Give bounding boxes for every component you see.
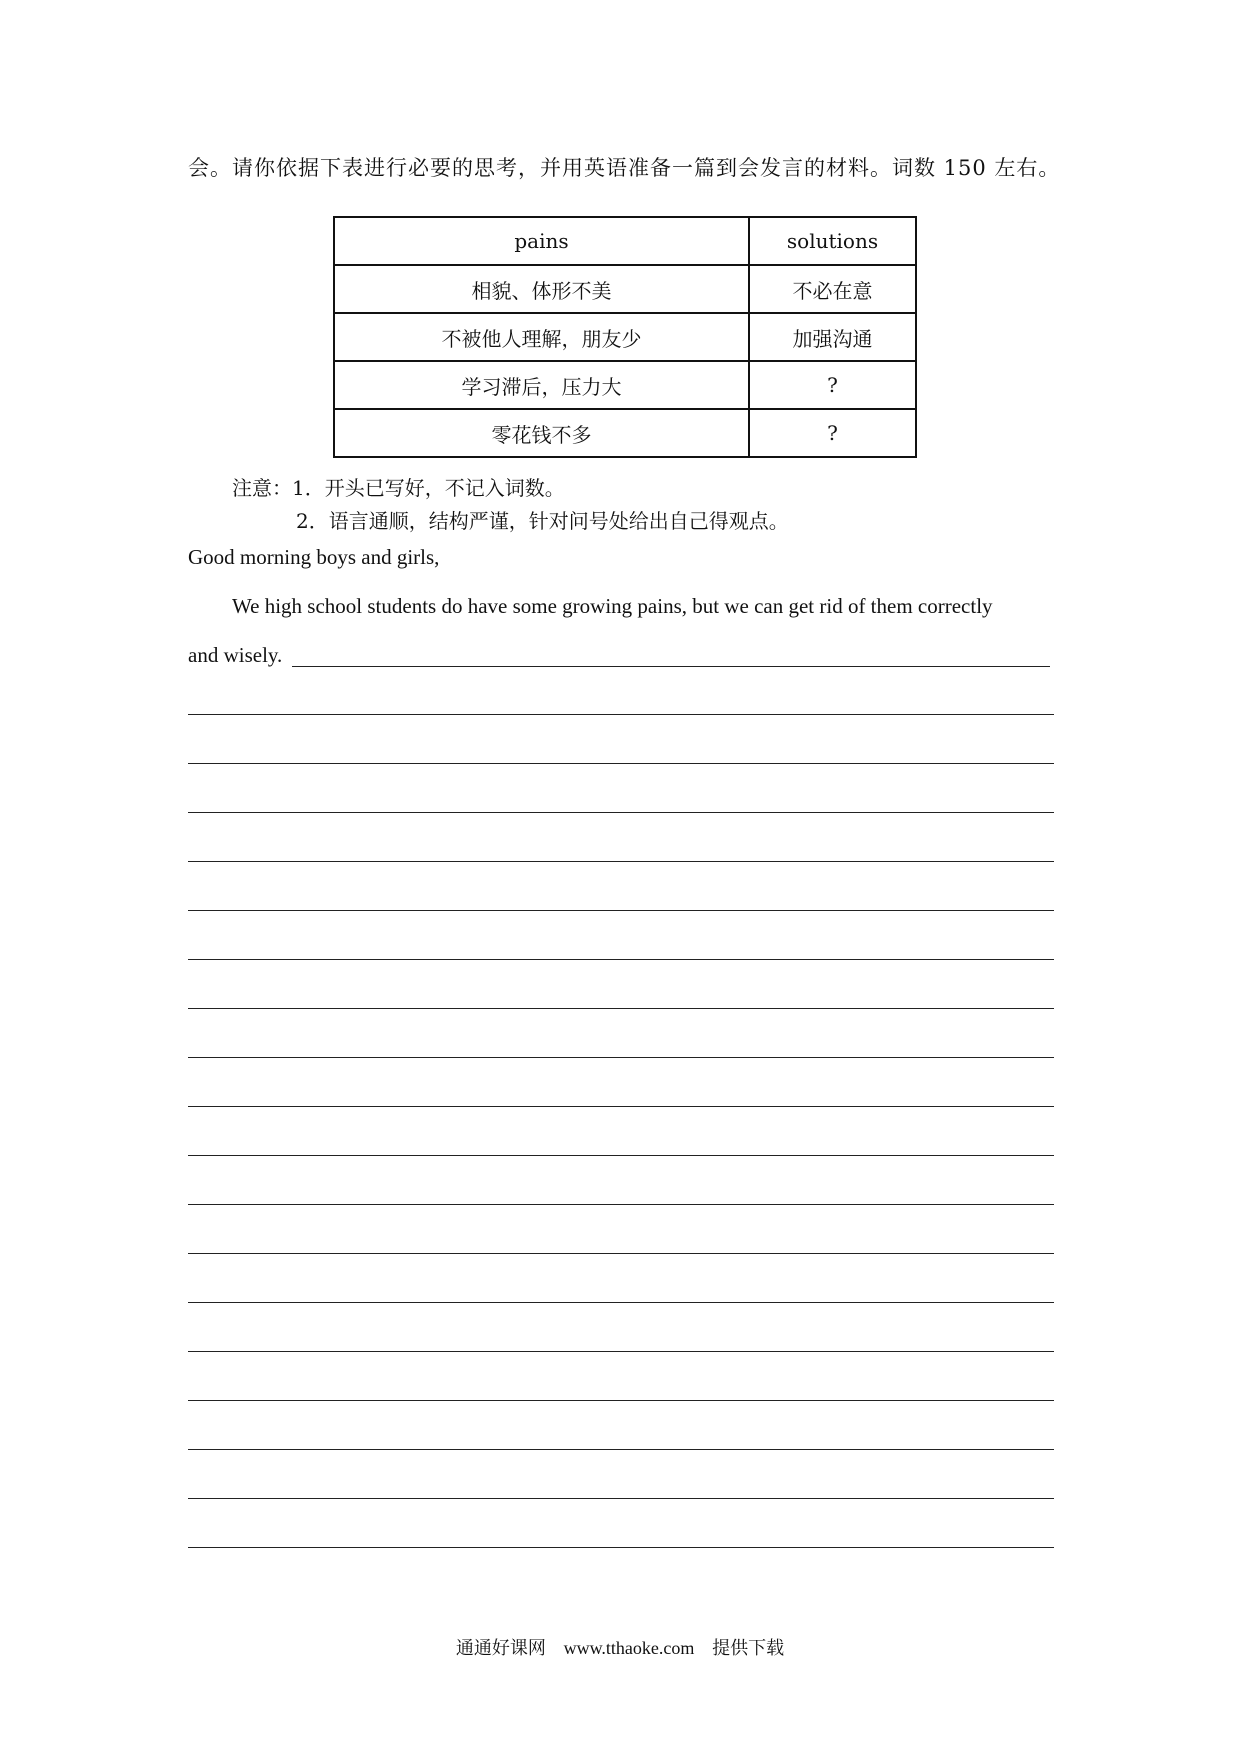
writing-line[interactable] (188, 861, 1054, 862)
writing-line[interactable] (188, 1155, 1054, 1156)
footer-url[interactable]: www.tthaoke.com (563, 1638, 695, 1658)
solution-cell: 不必在意 (749, 265, 916, 313)
writing-line[interactable] (188, 812, 1054, 813)
writing-line[interactable] (188, 959, 1054, 960)
writing-line[interactable] (188, 1547, 1054, 1548)
note-line-1: 注意：1．开头已写好，不记入词数。 (232, 476, 565, 500)
footer-suffix: 提供下载 (712, 1638, 785, 1659)
table-header-row (334, 217, 916, 265)
opening-paragraph-line-2: and wisely. (188, 643, 283, 667)
table-row (334, 265, 916, 313)
note-line-2: 2．语言通顺，结构严谨，针对问号处给出自己得观点。 (296, 509, 789, 533)
intro-text: 会。请你依据下表进行必要的思考，并用英语准备一篇到会发言的材料。词数 150 左右。 (188, 156, 1061, 180)
writing-line[interactable] (188, 1302, 1054, 1303)
solution-cell: ? (749, 361, 916, 409)
table-row (334, 409, 916, 457)
writing-line[interactable] (188, 1351, 1054, 1352)
solution-cell: ? (749, 409, 916, 457)
writing-line[interactable] (188, 1106, 1054, 1107)
solution-cell: 加强沟通 (749, 313, 916, 361)
column-header-pains: pains (334, 217, 749, 265)
pains-solutions-table (333, 216, 917, 458)
pain-cell: 相貌、体形不美 (334, 265, 749, 313)
column-header-solutions: solutions (749, 217, 916, 265)
greeting: Good morning boys and girls, (188, 545, 440, 569)
writing-line[interactable] (188, 910, 1054, 911)
opening-paragraph-line-1: We high school students do have some growing pains, but we can get rid of them correctly (232, 594, 993, 618)
writing-line[interactable] (188, 1253, 1054, 1254)
writing-line[interactable] (188, 1204, 1054, 1205)
writing-line[interactable] (188, 1449, 1054, 1450)
writing-line[interactable] (292, 666, 1050, 667)
writing-line[interactable] (188, 1057, 1054, 1058)
footer-site-name: 通通好课网 (455, 1638, 546, 1659)
table-row (334, 313, 916, 361)
writing-line[interactable] (188, 1498, 1054, 1499)
pain-cell: 学习滞后，压力大 (334, 361, 749, 409)
writing-line[interactable] (188, 714, 1054, 715)
writing-line[interactable] (188, 1400, 1054, 1401)
writing-line[interactable] (188, 1008, 1054, 1009)
writing-line[interactable] (188, 763, 1054, 764)
pain-cell: 零花钱不多 (334, 409, 749, 457)
table-row (334, 361, 916, 409)
page-footer (0, 1634, 1240, 1660)
pain-cell: 不被他人理解，朋友少 (334, 313, 749, 361)
